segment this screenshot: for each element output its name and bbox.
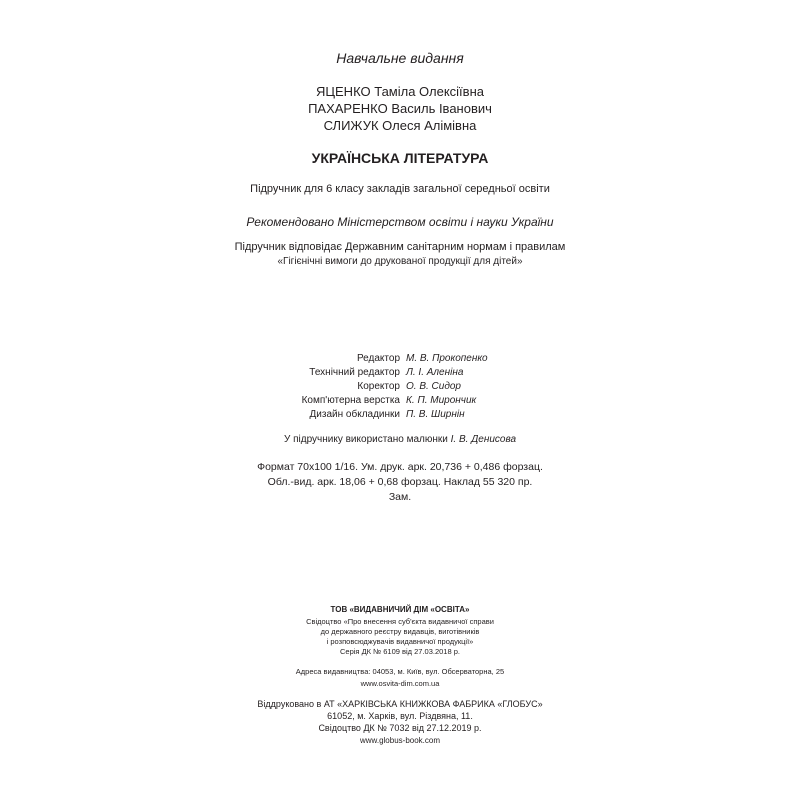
credit-row-tech-editor (220, 367, 600, 378)
publisher-cert-2: до державного реєстру видавців, виготівників (320, 627, 480, 636)
publisher-name: ТОВ «ВИДАВНИЧИЙ ДІМ «ОСВІТА» (330, 605, 470, 614)
publisher-cert-4: Серія ДК № 6109 від 27.03.2018 р. (340, 647, 460, 656)
format-line-2: Обл.-вид. арк. 18,06 + 0,68 форзац. Наклад 55 320 пр. (267, 476, 533, 488)
author-3: СЛИЖУК Олеся Алімівна (323, 118, 477, 133)
format-line-3: Зам. (388, 491, 412, 503)
sanitary-line-1: Підручник відповідає Державним санітарним нормам і правилам (234, 241, 566, 253)
publisher-cert-3: і розповсюджувачів видавничої продукції» (326, 637, 474, 646)
printer-line-2: 61052, м. Харків, вул. Різдвяна, 11. (327, 711, 473, 721)
credit-role: Редактор (356, 353, 400, 364)
illustrations-artist: І. В. Денисова (450, 434, 517, 445)
credit-name: Л. І. Аленіна (406, 367, 464, 378)
credit-row-cover-design (220, 409, 600, 420)
credit-row-editor (220, 353, 600, 364)
illustrations-text: У підручнику використано малюнки (283, 434, 448, 445)
credit-name: М. В. Прокопенко (406, 353, 488, 364)
illustrations-note (0, 434, 800, 445)
credit-name: К. П. Мирончик (406, 395, 477, 406)
recommendation: Рекомендовано Міністерством освіти і науки України (246, 215, 554, 229)
author-1: ЯЦЕНКО Таміла Олексіївна (316, 84, 484, 99)
credit-row-layout (220, 395, 600, 406)
author-2: ПАХАРЕНКО Василь Іванович (308, 101, 492, 116)
publisher-address: Адреса видавництва: 04053, м. Київ, вул. Обсерваторна, 25 (295, 667, 505, 676)
credit-row-proofreader (220, 381, 600, 392)
printer-line-3: Свідоцтво ДК № 7032 від 27.12.2019 р. (318, 723, 482, 733)
credit-role: Технічний редактор (309, 367, 400, 378)
credit-name: П. В. Ширнін (406, 409, 465, 420)
publisher-cert-1: Свідоцтво «Про внесення суб'єкта видавничої справи (306, 617, 494, 626)
credit-role: Коректор (357, 381, 400, 392)
sanitary-line-2: «Гігієнічні вимоги до друкованої продукції для дітей» (277, 256, 523, 267)
book-subtitle: Підручник для 6 класу закладів загальної середньої освіти (250, 183, 550, 195)
credit-role: Дизайн обкладинки (309, 409, 400, 420)
book-title: УКРАЇНСЬКА ЛІТЕРАТУРА (311, 150, 489, 166)
credit-name: О. В. Сидор (406, 381, 461, 392)
printer-line-1: Віддруковано в АТ «ХАРКІВСЬКА КНИЖКОВА ФАБРИКА «ГЛОБУС» (257, 699, 543, 709)
edition-type: Навчальне видання (336, 50, 464, 66)
credit-role: Комп'ютерна верстка (301, 395, 400, 406)
format-line-1: Формат 70х100 1/16. Ум. друк. арк. 20,736 + 0,486 форзац. (257, 461, 543, 473)
publisher-website: www.osvita-dim.com.ua (360, 679, 440, 688)
printer-website: www.globus-book.com (359, 736, 441, 745)
